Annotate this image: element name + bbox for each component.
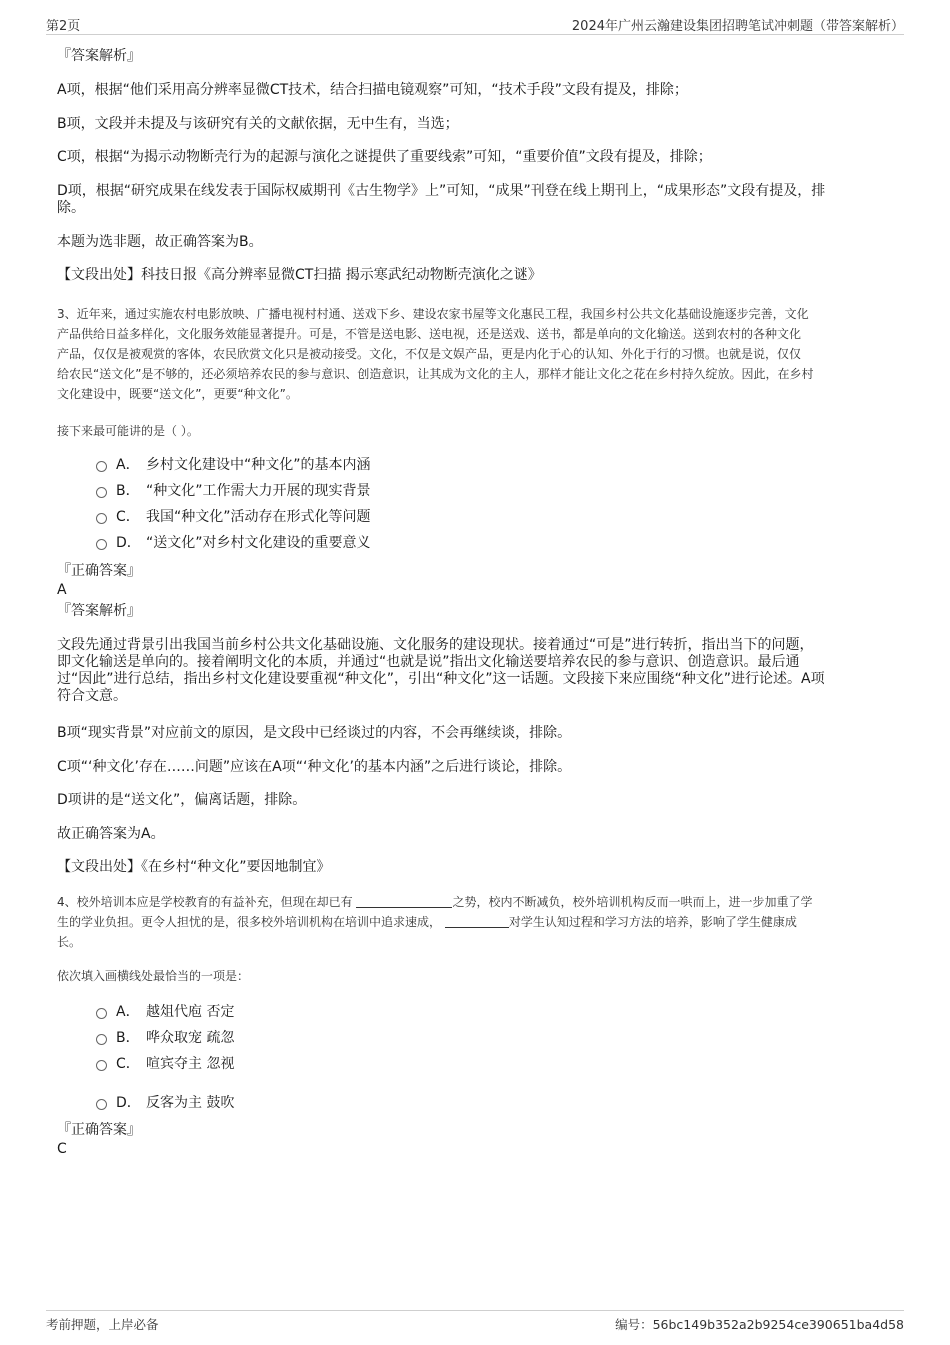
option-letter: A．: [116, 1004, 140, 1020]
page-footer: [46, 1310, 904, 1335]
q3-passage-line: 文化建设中，既要“送文化”，更要“种文化”。: [57, 387, 298, 401]
radio-icon[interactable]: [96, 487, 107, 498]
q3-conclusion: 故正确答案为A。: [57, 826, 165, 842]
q3-analysis-c: C项“‘种文化’存在……问题”应该在A项“‘种文化’的基本内涵”之后进行谈论，排除。: [57, 759, 572, 775]
q3-analysis-heading: 『答案解析』: [57, 603, 141, 619]
radio-icon[interactable]: [96, 513, 107, 524]
q3-passage-line: 产品，仅仅是被观赏的客体，农民欣赏文化只是被动接受。文化，不仅是文娱产品，更是内化于心的认知、外化于行的习惯。也就是说，仅仅: [57, 347, 802, 361]
q4-answer-heading: 『正确答案』: [57, 1122, 141, 1138]
q4-answer: C: [57, 1141, 67, 1157]
q4-option-d[interactable]: [96, 1094, 234, 1112]
prev-analysis-d-line2: 除。: [57, 200, 85, 216]
q3-source: 【文段出处】《在乡村“种文化”要因地制宜》: [57, 859, 331, 875]
q3-analysis-line: 过“因此”进行总结，指出乡村文化建设要重视“种文化”，引出“种文化”这一话题。文段接下来应围绕“种文化”进行论述。A项: [57, 671, 825, 687]
option-letter: A．: [116, 457, 140, 473]
option-text: 喧宾夺主 忽视: [146, 1056, 235, 1072]
option-text: 乡村文化建设中“种文化”的基本内涵: [146, 457, 371, 473]
option-letter: C．: [116, 1056, 140, 1072]
option-letter: D．: [116, 535, 141, 551]
footer-code: 编号：56bc149b352a2b9254ce390651ba4d58: [615, 1317, 904, 1332]
page-header: [46, 14, 904, 35]
document-title: 2024年广州云瀚建设集团招聘笔试冲刺题（带答案解析）: [571, 19, 904, 34]
option-text: “送文化”对乡村文化建设的重要意义: [146, 535, 371, 551]
q4-passage-line: 长。: [57, 935, 82, 949]
q3-answer-heading: 『正确答案』: [57, 563, 141, 579]
q4-blank-2: [445, 915, 509, 928]
q4-option-a[interactable]: [96, 1003, 234, 1021]
radio-icon[interactable]: [96, 1099, 107, 1110]
prev-analysis-heading: 『答案解析』: [57, 48, 141, 64]
option-letter: D．: [116, 1095, 141, 1111]
option-text: 我国“种文化”活动存在形式化等问题: [146, 509, 371, 525]
footer-slogan: 考前押题，上岸必备: [46, 1317, 159, 1332]
radio-icon[interactable]: [96, 539, 107, 550]
q3-option-b[interactable]: [96, 482, 371, 500]
q4-blank-1: [356, 895, 452, 908]
option-text: 哗众取宠 疏忽: [146, 1030, 235, 1046]
radio-icon[interactable]: [96, 461, 107, 472]
prev-analysis-d-line1: D项，根据“研究成果在线发表于国际权威期刊《古生物学》上”可知，“成果”刊登在线上期刊上，“成果形态”文段有提及，排: [57, 183, 826, 199]
q3-analysis-b: B项“现实背景”对应前文的原因，是文段中已经谈过的内容，不会再继续谈，排除。: [57, 725, 572, 741]
option-letter: B．: [116, 483, 140, 499]
q4-passage-line: 生的学业负担。更令人担忧的是，很多校外培训机构在培训中追求速成， 对学生认知过程和学习方法的培养，影响了学生健康成: [57, 915, 797, 929]
q4-option-c[interactable]: [96, 1055, 234, 1073]
q3-analysis-line: 文段先通过背景引出我国当前乡村公共文化基础设施、文化服务的建设现状。接着通过“可是”进行转折，指出当下的问题，: [57, 637, 814, 653]
q3-passage: [57, 304, 887, 404]
q3-option-a[interactable]: [96, 456, 371, 474]
q4-passage: [57, 892, 887, 952]
prev-analysis-b: B项，文段并未提及与该研究有关的文献依据，无中生有，当选；: [57, 116, 459, 132]
q3-analysis-line: 符合文意。: [57, 688, 127, 704]
page-number: 第2页: [46, 19, 81, 34]
radio-icon[interactable]: [96, 1060, 107, 1071]
q3-passage-line: 产品供给日益多样化，文化服务效能显著提升。可是，不管是送电影、送电视，还是送戏、送书，都是单向的文化输送。送到农村的各种文化: [57, 327, 802, 341]
q4-option-b[interactable]: [96, 1029, 234, 1047]
prev-conclusion: 本题为选非题，故正确答案为B。: [57, 234, 263, 250]
prev-analysis-a: A项，根据“他们采用高分辨率显微CT技术，结合扫描电镜观察”可知，“技术手段”文段有提及，排除；: [57, 82, 688, 98]
option-text: 越俎代庖 否定: [146, 1004, 235, 1020]
q3-option-d[interactable]: [96, 534, 371, 552]
prev-source: 【文段出处】科技日报《高分辨率显微CT扫描 揭示寒武纪动物断壳演化之谜》: [57, 267, 542, 283]
q3-option-c[interactable]: [96, 508, 371, 526]
q3-analysis: [57, 637, 887, 705]
q4-question: 依次填入画横线处最恰当的一项是：: [57, 969, 250, 983]
q3-passage-line: 给农民“送文化”是不够的，还必须培养农民的参与意识、创造意识，让其成为文化的主人，那样才能让文化之花在乡村持久绽放。因此，在乡村: [57, 367, 814, 381]
q4-passage-line: 4、校外培训本应是学校教育的有益补充，但现在却已有 之势，校内不断减负，校外培训机构反而一哄而上，进一步加重了学: [57, 895, 813, 909]
radio-icon[interactable]: [96, 1034, 107, 1045]
option-text: “种文化”工作需大力开展的现实背景: [146, 483, 371, 499]
q3-passage-line: 3、近年来，通过实施农村电影放映、广播电视村村通、送戏下乡、建设农家书屋等文化惠民工程，我国乡村公共文化基础设施逐步完善，文化: [57, 307, 809, 321]
option-text: 反客为主 鼓吹: [146, 1095, 235, 1111]
q3-analysis-d: D项讲的是“送文化”，偏离话题，排除。: [57, 792, 307, 808]
q3-answer: A: [57, 582, 67, 598]
q3-question: 接下来最可能讲的是（ ）。: [57, 424, 199, 438]
radio-icon[interactable]: [96, 1008, 107, 1019]
q3-analysis-line: 即文化输送是单向的。接着阐明文化的本质，并通过“也就是说”指出文化输送要培养农民的参与意识、创造意识。最后通: [57, 654, 800, 670]
option-letter: C．: [116, 509, 140, 525]
prev-analysis-c: C项，根据“为揭示动物断壳行为的起源与演化之谜提供了重要线索”可知，“重要价值”文段有提及，排除；: [57, 149, 712, 165]
option-letter: B．: [116, 1030, 140, 1046]
